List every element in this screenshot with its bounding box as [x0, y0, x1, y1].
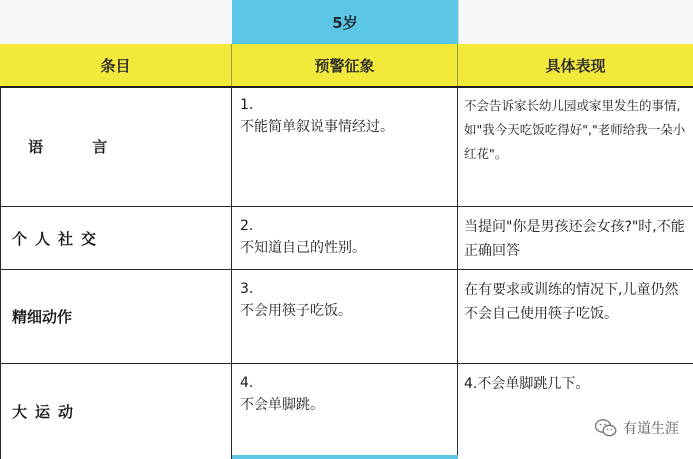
warning-number: 4. [240, 375, 254, 391]
age-column-footer [232, 455, 458, 459]
item-cell: 精细动作 [0, 270, 232, 363]
warning-text: 不会单脚跳。 [240, 397, 324, 413]
warning-number: 1. [240, 97, 254, 113]
header-blank-right [458, 0, 693, 44]
wechat-icon [595, 419, 617, 437]
warning-text: 不知道自己的性别。 [240, 240, 366, 256]
table-row-gross-motor [0, 364, 693, 459]
watermark [595, 418, 679, 438]
warning-number: 2. [240, 218, 254, 234]
item-cell: 个人社交 [0, 207, 232, 269]
table-row-language [0, 86, 693, 207]
warning-cell [232, 364, 458, 459]
warning-cell [232, 86, 458, 206]
column-header-detail: 具体表现 [458, 44, 693, 88]
item-cell: 语 言 [0, 86, 232, 206]
warning-text: 不会用筷子吃饭。 [240, 303, 352, 319]
item-cell: 大运动 [0, 364, 232, 459]
detail-cell: 在有要求或训练的情况下,儿童仍然不会自己使用筷子吃饭。 [464, 282, 679, 322]
detail-cell: 4.不会单脚跳几下。 [464, 376, 590, 392]
table-row-fine-motor [0, 270, 693, 364]
detail-cell: 不会告诉家长幼儿园或家里发生的事情,如"我今天吃饭吃得好","老师给我一朵小红花"。 [464, 98, 686, 161]
warning-cell [232, 270, 458, 363]
column-header-warning: 预警征象 [232, 44, 458, 88]
watermark-text: 有道生涯 [623, 421, 679, 437]
column-header-item: 条目 [0, 44, 232, 88]
header-blank-left [0, 0, 233, 44]
table-row-social [0, 207, 693, 270]
age-header: 5岁 [232, 0, 458, 44]
warning-number: 3. [240, 281, 254, 297]
detail-cell: 当提问"你是男孩还会女孩?"时,不能正确回答 [464, 219, 685, 259]
warning-text: 不能简单叙说事情经过。 [240, 119, 394, 135]
warning-cell [232, 207, 458, 269]
